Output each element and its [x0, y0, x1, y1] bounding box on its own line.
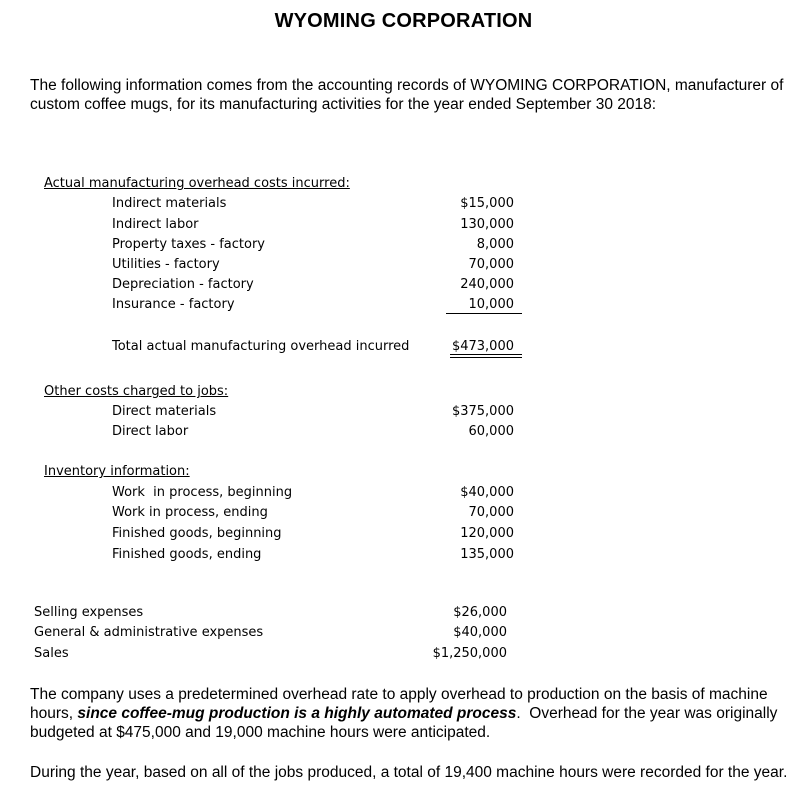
inventory-item-amount: $40,000	[460, 485, 514, 500]
overhead-item-label: Utilities - factory	[112, 257, 220, 272]
overhead-heading: Actual manufacturing overhead costs incurred:	[44, 176, 350, 191]
paragraph-text: The company uses a predetermined overhead rate to apply overhead to production on the basis of machine hours,	[30, 686, 768, 722]
inventory-item-label: Finished goods, ending	[112, 547, 262, 562]
sales-amount: $1,250,000	[432, 646, 507, 661]
overhead-total-amount: $473,000	[451, 339, 514, 354]
overhead-item-amount: $15,000	[460, 196, 514, 211]
inventory-item-amount: 135,000	[460, 547, 514, 562]
overhead-item-amount: 240,000	[460, 277, 514, 292]
admin-expenses-label: General & administrative expenses	[34, 625, 264, 640]
paragraph-text: . Overhead for the year was originally budgeted at $475,000 and 19,000 machine hours were anticipated.	[30, 705, 782, 741]
overhead-item-amount: 70,000	[468, 257, 514, 272]
inventory-item-label: Work in process, beginning	[112, 485, 293, 500]
intro-paragraph: The following information comes from the accounting records of WYOMING CORPORATION, manufacturer of custom coffee mugs, for its manufacturing activities for the year ended September 30 2018:	[30, 77, 784, 113]
selling-expenses-amount: $26,000	[453, 605, 507, 620]
selling-expenses-label: Selling expenses	[34, 605, 144, 620]
overhead-item-label: Depreciation - factory	[112, 277, 254, 292]
overhead-total-label: Total actual manufacturing overhead incurred	[112, 339, 410, 354]
other-cost-amount: $375,000	[451, 404, 514, 419]
machine-hours-paragraph: During the year, based on all of the jobs produced, a total of 19,400 machine hours were recorded for the year.	[30, 764, 788, 781]
overhead-rate-paragraph	[30, 685, 790, 742]
overhead-item-amount: 130,000	[460, 217, 514, 232]
inventory-item-amount: 120,000	[460, 526, 514, 541]
overhead-item-amount: 10,000	[468, 297, 514, 312]
inventory-heading: Inventory information:	[44, 464, 190, 479]
overhead-item-label: Insurance - factory	[112, 297, 235, 312]
subtotal-rule	[446, 313, 522, 314]
other-costs-heading: Other costs charged to jobs:	[44, 384, 229, 399]
admin-expenses-amount: $40,000	[453, 625, 507, 640]
overhead-item-label: Indirect materials	[112, 196, 227, 211]
inventory-item-amount: 70,000	[468, 505, 514, 520]
overhead-item-label: Property taxes - factory	[112, 237, 266, 252]
overhead-item-amount: 8,000	[476, 237, 514, 252]
inventory-item-label: Work in process, ending	[112, 505, 268, 520]
overhead-item-label: Indirect labor	[112, 217, 199, 232]
document-title: WYOMING CORPORATION	[274, 10, 533, 32]
total-double-rule	[450, 354, 522, 358]
paragraph-emphasis: since coffee-mug production is a highly automated process	[77, 705, 517, 722]
sales-label: Sales	[34, 646, 69, 661]
inventory-item-label: Finished goods, beginning	[112, 526, 282, 541]
other-cost-label: Direct materials	[112, 404, 217, 419]
other-cost-amount: 60,000	[468, 424, 514, 439]
other-cost-label: Direct labor	[112, 424, 189, 439]
